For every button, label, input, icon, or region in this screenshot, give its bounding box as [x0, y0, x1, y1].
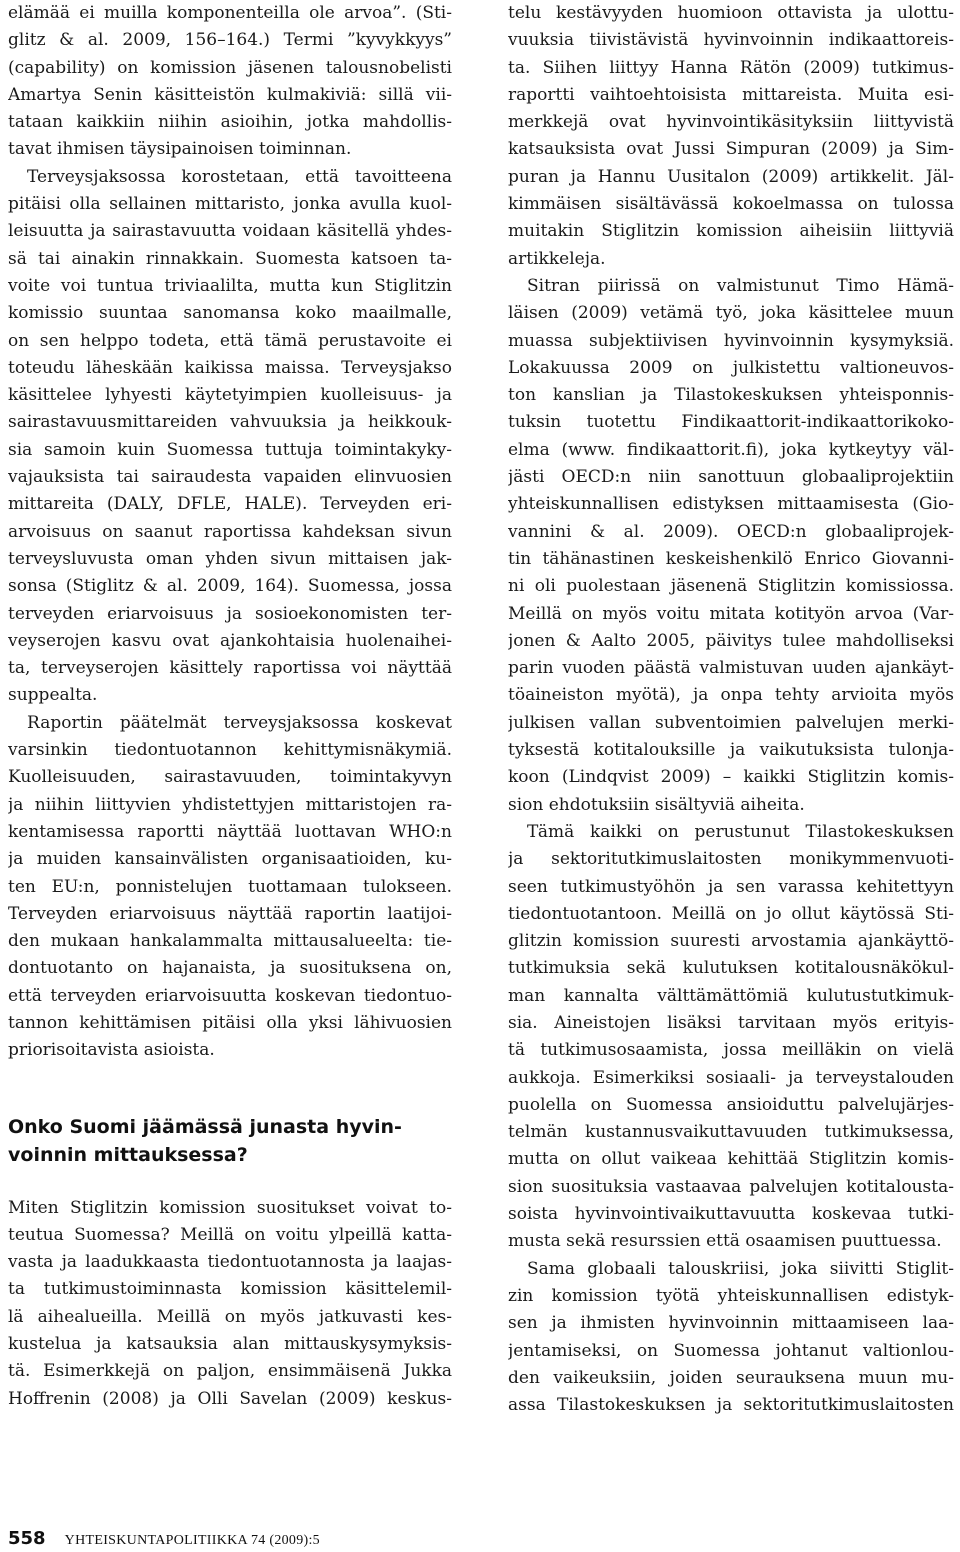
text-line: töaineiston myötä), ja onpa tehty arvioita myös [508, 685, 954, 706]
text-line: että terveyden eriarvoisuutta koskevan tiedontuo- [8, 985, 452, 1006]
text-line: aukkoja. Esimerkiksi sosiaali- ja terveystalouden [508, 1067, 954, 1088]
text-line: sia. Aineistojen lisäksi tarvitaan myös erityis- [508, 1012, 954, 1033]
text-line: voite voi tuntua triviaalilta, mutta kun Stiglitzin [8, 275, 452, 296]
text-line: Miten Stiglitzin komission suositukset voivat to- [8, 1197, 452, 1218]
text-line: mittareita (DALY, DFLE, HALE). Terveyden eri- [8, 494, 452, 515]
paragraph-2 [8, 710, 452, 1065]
text-line: elämää ei muilla komponenteilla ole arvoa”. (Sti- [8, 3, 452, 23]
text-line: yhteiskunnallisen edistyksen mittaamisesta (Gio- [508, 494, 954, 515]
text-line: ja sektoritutkimuslaitosten monikymmenvuoti- [508, 849, 954, 870]
text-line: sen ja ihmisten hyvinvoinnin mittaamiseen laa- [508, 1313, 954, 1334]
text-line: den vaikeuksiin, joiden seurauksena muun mu- [508, 1367, 954, 1388]
text-line: dontuotanto on hajanaista, ja suosituksena on, [8, 958, 452, 979]
text-line: sia samoin kuin Suomessa tuttuja toimintakyky- [8, 439, 452, 460]
text-line: tin tähänastinen keskeishenkilö Enrico Giovanni- [508, 548, 954, 569]
text-line: ja niihin liittyvien yhdistettyjen mittaristojen ra- [8, 794, 452, 815]
text-line: ja muiden kansainvälisten organisaatioiden, ku- [8, 849, 452, 870]
text-line: vannini & al. 2009). OECD:n globaaliprojek- [508, 521, 954, 542]
text-line: raportti vaihtoehtoisista mittareista. Muita esi- [508, 84, 954, 105]
text-line: on sen helppo todeta, että tämä perustavoite ei [8, 330, 452, 351]
text-line: muitakin Stiglitzin komission aiheisiin liittyviä [508, 221, 954, 242]
text-line: tavat ihmisen täysipainoisen toiminnan. [8, 139, 352, 160]
text-line: Sama globaali talouskriisi, joka siivitti Stiglit- [527, 1258, 954, 1279]
text-line: jentamiseksi, on Suomessa johtanut valtionlou- [508, 1340, 954, 1361]
text-line: den mukaan hankalammalta mittausalueelta: tie- [8, 931, 452, 952]
text-line: puran ja Hannu Uusitalon (2009) artikkelit. Jäl- [508, 166, 954, 187]
text-line: varsinkin tiedontuotannon kehittymisnäkymiä. [8, 740, 452, 761]
text-line: Amartya Senin käsitteistön kulmakiviä: sillä vii- [8, 84, 452, 105]
heading-line: voinnin mittauksessa? [8, 1143, 248, 1166]
text-line: zin komission työtä yhteiskunnallisen edistyk- [508, 1285, 954, 1306]
paragraph-7 [508, 1256, 954, 1420]
text-line: puolella on Suomessa ansioiduttu palvelujärjes- [508, 1094, 954, 1115]
text-line: sä tai ainakin rinnakkain. Suomesta katsoen ta- [8, 248, 452, 269]
paragraph-4 [508, 0, 954, 273]
text-line: leisuutta ja sairastavuutta voidaan käsitellä yhdes- [8, 221, 452, 242]
text-line: tä. Esimerkkejä on paljon, ensimmäisenä Jukka [8, 1361, 452, 1382]
text-line: Meillä on myös voitu mitata kotityön arvoa (Var- [508, 603, 954, 624]
text-line: sonsa (Stiglitz & al. 2009, 164). Suomessa, jossa [8, 576, 452, 597]
text-line: vasta ja laadukkaasta tiedontuotannosta ja laajas- [8, 1252, 452, 1273]
text-line: ta tutkimustoiminnasta komission käsittelemil- [8, 1279, 452, 1300]
text-line: tannon kehittämisen pitäisi olla yksi lähivuosien [8, 1012, 452, 1033]
text-line: teutua Suomessa? Meillä on voitu ylpeillä katta- [8, 1224, 452, 1245]
journal-title: YHTEISKUNTAPOLITIIKKA 74 (2009):5 [64, 1533, 320, 1548]
text-line: telmän kustannusvaikuttavuuden tutkimuksessa, [508, 1122, 954, 1143]
text-line: arvoisuus on saanut raportissa kahdeksan sivun [8, 521, 452, 542]
text-line: tutkimuksia sekä kulutuksen kotitalousnäkökul- [508, 958, 954, 979]
paragraph-3 [8, 1195, 452, 1413]
text-line: koon (Lindqvist 2009) – kaikki Stiglitzin komis- [508, 767, 954, 788]
text-line: ton kanslian ja Tilastokeskuksen yhteisponnis- [508, 385, 954, 406]
right-column [508, 0, 954, 1419]
text-line: sairastavuusmittareiden vahvuuksia ja heikkouk- [8, 412, 452, 433]
text-line: tiedontuotantoon. Meillä on jo ollut käytössä Sti- [508, 903, 954, 924]
text-line: läisen (2009) vetämä työ, joka käsittelee muun [508, 303, 954, 324]
text-line: Tämä kaikki on perustunut Tilastokeskuksen [527, 821, 954, 842]
page-footer [8, 1528, 320, 1552]
text-line: julkisen vallan subventoimien palvelujen merki- [508, 712, 954, 733]
text-line: terveyden eriarvoisuus ja sosioekonomisten ter- [8, 603, 452, 624]
text-line: suppealta. [8, 685, 98, 706]
text-line: priorisoitavista asioista. [8, 1040, 215, 1061]
text-line: pitäisi olla sellainen mittaristo, jonka avulla kuol- [8, 194, 452, 215]
text-line: tä tutkimusosaamista, jossa meilläkin on vielä [508, 1040, 954, 1061]
text-line: katsauksista ovat Jussi Simpuran (2009) ja Sim- [508, 139, 954, 160]
text-line: muassa subjektiivisen hyvinvoinnin kysymyksiä. [508, 330, 954, 351]
text-line: tataan kaikkiin niihin asioihin, jotka mahdollis- [8, 112, 452, 133]
text-line: vajauksista tai sairaudesta vapaiden elinvuosien [8, 467, 452, 488]
text-line: Sitran piirissä on valmistunut Timo Hämä- [527, 275, 954, 296]
text-line: (capability) on komission jäsenen talousnobelisti [8, 57, 452, 78]
text-line: Terveyden eriarvoisuus näyttää raportin laatijoi- [8, 903, 452, 924]
text-line: Lokakuussa 2009 on julkistettu valtioneuvos- [508, 357, 954, 378]
heading-line: Onko Suomi jäämässä junasta hyvin- [8, 1115, 402, 1138]
text-line: assa Tilastokeskuksen ja sektoritutkimuslaitosten [508, 1395, 954, 1416]
text-line: kentamisessa raportti näyttää luottavan WHO:n [8, 821, 452, 842]
text-line: vuuksia tiivistävistä hyvinvoinnin indikaattoreis- [508, 30, 954, 51]
text-line: man kannalta välttämättömiä kulutustutkimuk- [508, 985, 954, 1006]
paragraph-1 [8, 0, 452, 710]
text-line: Kuolleisuuden, sairastavuuden, toimintakyvyn [8, 767, 452, 788]
text-line: mutta on ollut vaikeaa kehittää Stiglitzin komis- [508, 1149, 954, 1170]
text-line: Hoffrenin (2008) ja Olli Savelan (2009) keskus- [8, 1388, 452, 1409]
text-line: telu kestävyyden huomioon ottavista ja ulottu- [508, 3, 954, 23]
paragraph-5 [508, 273, 954, 819]
text-line: kimmäisen sisältävässä kokoelmassa on tulossa [508, 194, 954, 215]
text-line: artikkeleja. [508, 248, 606, 269]
text-line: glitzin komission suuresti arvostamia ajankäyttö- [508, 931, 954, 952]
text-line: sion suosituksia vastaavaa palvelujen kotitalousta- [508, 1176, 954, 1197]
page-number: 558 [8, 1528, 46, 1549]
text-line: toteudu läheskään kaikissa maissa. Terveysjakso [8, 357, 452, 378]
text-line: merkkejä ovat hyvinvointikäsityksiin liittyvistä [508, 112, 954, 133]
text-line: lä aihealueilla. Meillä on myös jatkuvasti kes- [8, 1306, 452, 1327]
section-heading [8, 1113, 452, 1169]
text-line: Terveysjaksossa korostetaan, että tavoitteena [27, 166, 452, 187]
text-line: musta sekä resurssien että osaamisen puuttuessa. [508, 1231, 942, 1252]
text-line: jästi OECD:n niin sanottuun globaaliprojektiin [508, 467, 954, 488]
text-line: ten EU:n, ponnistelujen tuottamaan tulokseen. [8, 876, 452, 897]
text-line: glitz & al. 2009, 156–164.) Termi ”kyvykkyys” [8, 30, 452, 51]
text-line: parin vuoden päästä valmistuvan uuden ajankäyt- [508, 658, 954, 679]
left-column [8, 0, 452, 1413]
text-line: ni oli puolestaan jäsenenä Stiglitzin komissiossa. [508, 576, 954, 597]
text-line: käsittelee lyhyesti käytetyimpien kuolleisuus- ja [8, 385, 452, 406]
text-line: terveysluvusta oman yhden sivun mittaisen jak- [8, 548, 452, 569]
text-line: jonen & Aalto 2005, päivitys tulee mahdolliseksi [508, 630, 954, 651]
text-line: Raportin päätelmät terveysjaksossa koskevat [27, 712, 452, 733]
text-line: tuksin tuotettu Findikaattorit-indikaattorikoko- [508, 412, 954, 433]
text-line: elma (www. findikaattorit.fi), joka kytkeytyy väl- [508, 439, 954, 460]
text-line: tyksestä kotitalouksille ja vaikutuksista tulonja- [508, 740, 954, 761]
text-line: sion ehdotuksiin sisältyviä aiheita. [508, 794, 805, 815]
text-line: kustelua ja katsauksia alan mittauskysymyksis- [8, 1334, 452, 1355]
text-line: seen tutkimustyöhön ja sen varassa kehitettyyn [508, 876, 954, 897]
paragraph-6 [508, 819, 954, 1256]
text-line: soista hyvinvointivaikuttavuutta koskevaa tutki- [508, 1204, 954, 1225]
text-line: ta. Siihen liittyy Hanna Rätön (2009) tutkimus- [508, 57, 954, 78]
text-line: komissio suuntaa sanomansa koko maailmalle, [8, 303, 452, 324]
text-line: ta, terveyserojen käsittely raportissa voi näyttää [8, 658, 452, 679]
text-line: veyserojen kasvu ovat ajankohtaisia huolenaihei- [8, 630, 452, 651]
